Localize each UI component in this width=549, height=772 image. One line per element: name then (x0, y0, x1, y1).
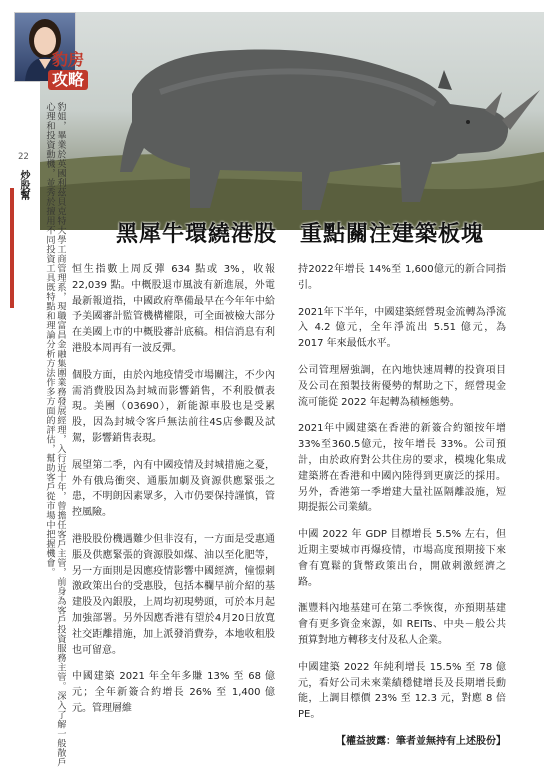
author-bio: 豹姐，畢業於英國利茲貝克特大學工商管理系，現職富昌金融集團業務發展經理，入行近十年，曾擔任客戶主管，前身為客戶投資服務主管。深入了解一般散戶心理和投資動機，並秀於擅用不同投資工具既特點和理論分析方法作多方面的評估，幫助客戶從市場中把握機會。 (44, 102, 66, 767)
paragraph: 展望第二季，內有中國疫情及封城措施之憂，外有俄烏衝突、通脹加劇及資源供應緊張之患，不明朗因素眾多，入市仍要保持謹慎，管控風險。 (72, 459, 275, 519)
column-brand (40, 50, 96, 90)
article-headline: 黑犀牛環繞港股 重點關注建築板塊 (115, 222, 484, 247)
paragraph: 個股方面，由於內地疫情受市場關注，不少內需消費股因為封城而影響銷售，不利股價表現。美團（03690），新能源車股也是受累股，因為封城令客戶無法前往4S店參觀及試駕，影響銷售表現。 (72, 369, 275, 444)
rhinoceros-photo (40, 12, 544, 230)
paragraph: 中國建築 2021 年全年多賺 13% 至 68 億元；全年新簽合約增長 26% 至 1,400 億元。管理層維 (72, 671, 275, 714)
column-title: 炒股幫 (18, 170, 29, 200)
sidebar-accent-bar (10, 188, 14, 308)
paragraph: 2021年下半年，中國建築經營現金流轉為淨流入 4.2 億元，全年淨流出 5.51 億元，為 2017 年來最低水平。 (298, 306, 506, 350)
paragraph: 中國 2022 年 GDP 目標增長 5.5% 左右，但近期主要城市再爆疫情，市場高度預期接下來會有寬鬆的貨幣政策出台，開啟刺激經濟之路。 (298, 529, 506, 588)
disclaimer: 【權益披露：筆者並無持有上述股份】 (336, 735, 506, 747)
paragraph: 2021年中國建築在香港的新簽合約額按年增 33%至360.5億元，按年增長 33%。公司預計，由於政府對公共住房的要求，模塊化集成建築將在香港和中國內陸得到更廣泛的採用。另外，香港第一季增建大量社區隔離設施，短期提振公司業績。 (298, 423, 506, 514)
article-column-left (72, 262, 275, 728)
paragraph: 恒生指數上周反彈 634 點或 3%，收報 22,039 點。中概股退市風波有新進展，外電最新報道指，中國政府準備最早在今年年中給予美國審計監管機構權限，可全面被檢大部分在美國上市的中概股審計底稿。相信消息有利港股本周再有一波反彈。 (72, 264, 275, 354)
paragraph: 港股股份機遇難少但非沒有，一方面是受惠通脹及供應緊張的資源股如煤、油以至化肥等，另一方面則是因應疫情影響中國經濟，憧憬刺激政策出台的受惠股，包括本欄早前介紹的基建股及內銀股，上周均初現勢頭，可於本月起加強部署。另外因應香港有望於4月20日放寬社交距離措施，加上派發消費券，本地收租股也可留意。 (72, 533, 275, 656)
brand-line-1: 豹房 (51, 50, 84, 69)
article-column-right (298, 262, 506, 750)
paragraph: 中國建築 2022 年純利增長 15.5% 至 78 億元，看好公司未來業績穩健增長及長期增長動能，上調目標價 23% 至 12.3 元，對應 8 倍 PE。 (298, 661, 506, 721)
paragraph: 持2022年增長 14%至 1,600億元的新合同指引。 (298, 264, 506, 291)
paragraph: 公司管理層強調，在內地快速周轉的投資項目及公司在預製技術優勢的幫助之下，經營現金流可能從 2022 年起轉為積極態勢。 (298, 364, 506, 408)
brand-line-2: 攻略 (48, 70, 88, 90)
hero-image (40, 12, 544, 230)
page-number: 22 (18, 152, 29, 162)
paragraph: 滙豐料內地基建可在第二季恢復，亦預期基建會有更多資金來源，如 REITs、中央－般公共預算對地方轉移支付及私人企業。 (298, 603, 506, 646)
